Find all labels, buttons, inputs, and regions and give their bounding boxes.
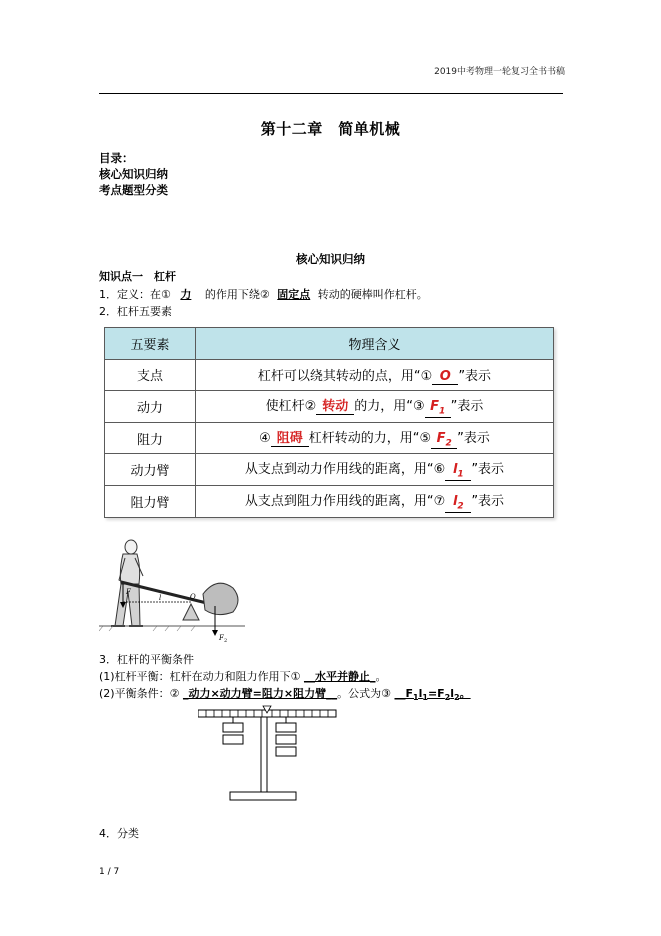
answer-formula: $\_\_F_1l_1=F_2l_2$。 — [394, 687, 471, 703]
label-force: F — [126, 588, 131, 596]
table-row — [105, 391, 554, 423]
label-resistance: F — [219, 634, 224, 642]
table-row — [105, 485, 554, 517]
table-header: 物理含义 — [196, 328, 554, 360]
answer-horizontal-rest: __水平并静止_ — [303, 670, 376, 683]
element-meaning: 使杠杆② 转动 的力，用“③ $F_1$ ”表示 — [196, 391, 554, 423]
answer-hinder: 阻碍 — [276, 430, 303, 446]
label-fulcrum: O — [190, 593, 196, 601]
answer-force: 力 — [180, 288, 192, 301]
section-title: 核心知识归纳 — [296, 252, 365, 266]
answer-fulcrum: O — [439, 368, 451, 384]
balance-line-2: (2)平衡条件：② _动力×动力臂=阻力×阻力臂__。公式为③ $\_\_F_1l_1=F_2l_2$。 — [99, 687, 471, 703]
element-meaning: 从支点到动力作用线的距离，用“⑥ $l_1$ ”表示 — [196, 454, 554, 486]
page-header: 2019中考物理一轮复习全书书稿 — [434, 67, 565, 77]
header-divider — [99, 93, 563, 94]
label-arm: l — [159, 594, 162, 602]
toc-item-core-knowledge[interactable]: 核心知识归纳 — [99, 167, 168, 181]
element-name: 阻力 — [105, 422, 196, 454]
balance-diagram — [198, 704, 338, 804]
svg-text:2: 2 — [224, 638, 228, 644]
toc-label: 目录： — [99, 151, 134, 165]
element-name: 阻力臂 — [105, 485, 196, 517]
table-row — [105, 359, 554, 391]
knowledge-point-heading: 知识点一 杠杆 — [99, 270, 176, 283]
element-name: 动力 — [105, 391, 196, 423]
balance-heading: 3．杠杆的平衡条件 — [99, 653, 194, 666]
answer-fixed-point: 固定点 — [277, 288, 311, 301]
answer-rotate: 转动 — [322, 399, 349, 415]
answer-balance-condition: _动力×动力臂=阻力×阻力臂__ — [182, 687, 338, 700]
table-row — [105, 454, 554, 486]
table-header: 五要素 — [105, 328, 196, 360]
element-meaning: 杠杆可以绕其转动的点，用“① O ”表示 — [196, 359, 554, 391]
classification-heading: 4．分类 — [99, 827, 139, 840]
element-meaning: 从支点到阻力作用线的距离，用“⑦ $l_2$ ”表示 — [196, 485, 554, 517]
five-elements-table — [104, 327, 554, 518]
table-row — [105, 422, 554, 454]
element-meaning: ④ 阻碍 杠杆转动的力，用“⑤ $F_2$ ”表示 — [196, 422, 554, 454]
page-number: 1 / 7 — [99, 867, 120, 877]
five-elements-heading: 2．杠杆五要素 — [99, 305, 172, 318]
chapter-title: 第十二章 简单机械 — [260, 120, 401, 138]
element-name: 支点 — [105, 359, 196, 391]
toc-item-question-types[interactable]: 考点题型分类 — [99, 183, 168, 197]
lever-definition: 1．定义：在① 力 的作用下绕② 固定点 转动的硬棒叫作杠杆。 — [99, 288, 428, 301]
lever-illustration — [99, 536, 245, 646]
element-name: 动力臂 — [105, 454, 196, 486]
balance-line-1: (1)杠杆平衡：杠杆在动力和阻力作用下① __水平并静止_。 — [99, 670, 387, 683]
